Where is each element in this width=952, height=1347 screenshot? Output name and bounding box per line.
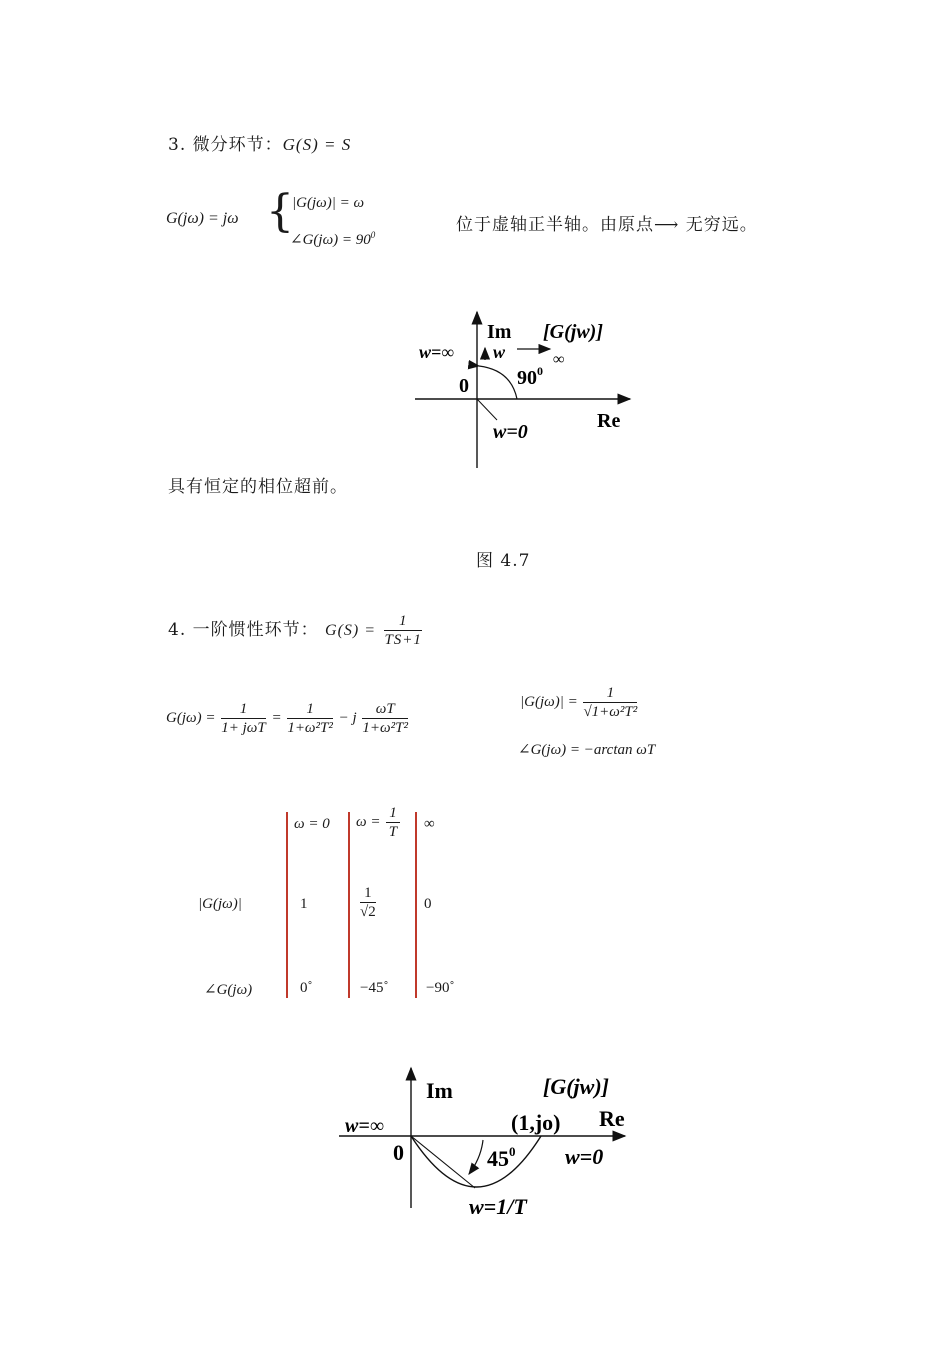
w-infinity-label: w=∞ — [345, 1115, 384, 1137]
figure1-nyquist-plot — [405, 300, 645, 475]
section4-phase: ∠G(jω) = −arctan ωT — [518, 742, 656, 758]
section3-freq-lhs: G(jω) = jω — [166, 210, 239, 227]
table-head-w1T: ω = $\frac{1}{T}$ — [356, 804, 402, 841]
section3-magnitude: |G(jω)| = ω — [292, 195, 365, 211]
origin-label: 0 — [459, 375, 469, 397]
table-divider-1 — [286, 812, 288, 998]
section3-heading: 3. 微分环节：G(S) = S — [168, 135, 352, 155]
table-mag-w1T: $\frac{1}{√2}$ — [360, 885, 376, 920]
table-phase-inf: −90˚ — [426, 980, 455, 996]
left-brace: { — [266, 186, 294, 237]
table-mag-inf: 0 — [424, 896, 432, 912]
vector-to-w1T — [411, 1136, 475, 1188]
section4-magnitude: |G(jω)| = $\frac{1}{\text{√1+ω²T²}}$ — [520, 685, 638, 720]
table-head-w0: ω = 0 — [294, 816, 330, 832]
table-divider-3 — [415, 812, 417, 998]
infinity-symbol: ∞ — [553, 351, 565, 368]
section4-heading: 4. 一阶惯性环节： G(S) = $\frac{1}{TS+1}$ — [168, 613, 422, 648]
table-head-inf: ∞ — [424, 816, 435, 832]
im-label: Im — [426, 1078, 453, 1103]
table-phase-w0: 0˚ — [300, 980, 313, 996]
fig1-title: [G(jw)] — [543, 321, 603, 343]
w-corner-label: w=1/T — [469, 1194, 527, 1219]
table-mag-w0: 1 — [300, 896, 308, 912]
re-label: Re — [599, 1106, 625, 1131]
w-zero-label: w=0 — [565, 1144, 604, 1169]
re-label: Re — [597, 410, 621, 432]
section3-note: 具有恒定的相位超前。 — [168, 477, 348, 497]
section4-freq-expression: G(jω) = $\frac{1}{\text{1+ jωT}}$ = $\frac{1}{\text{1+ω²T²}}$ − j $\frac{\omega T}{\text{1+ω²T²}}$ — [166, 701, 408, 736]
table-divider-2 — [348, 812, 350, 998]
angle-90-label: $90^0$ — [517, 364, 543, 389]
w-infinity-label: w=∞ — [419, 342, 455, 362]
fig2-title: [G(jw)] — [543, 1074, 609, 1099]
section3-phase: ∠G(jω) = $90^0$ — [290, 230, 376, 248]
angle-arc-45 — [469, 1140, 483, 1174]
semicircle-locus — [411, 1136, 541, 1187]
origin-label: 0 — [393, 1140, 404, 1165]
point-label: (1,jo) — [511, 1110, 561, 1135]
angle-arc-90 — [479, 366, 517, 399]
section3-description: 位于虚轴正半轴。由原点⟶ 无穷远。 — [456, 215, 758, 235]
figure-caption: 图 4.7 — [476, 551, 531, 571]
w-zero-leader — [477, 399, 497, 420]
table-phase-w1T: −45˚ — [360, 980, 389, 996]
figure2-nyquist-plot — [335, 1062, 640, 1222]
w-label: w — [493, 342, 506, 362]
im-label: Im — [487, 321, 512, 343]
table-row-mag-label: |G(jω)| — [198, 896, 242, 912]
w-zero-label: w=0 — [493, 421, 528, 443]
angle-45-label: $45^0$ — [487, 1144, 516, 1171]
table-row-phase-label: ∠G(jω) — [204, 982, 253, 998]
